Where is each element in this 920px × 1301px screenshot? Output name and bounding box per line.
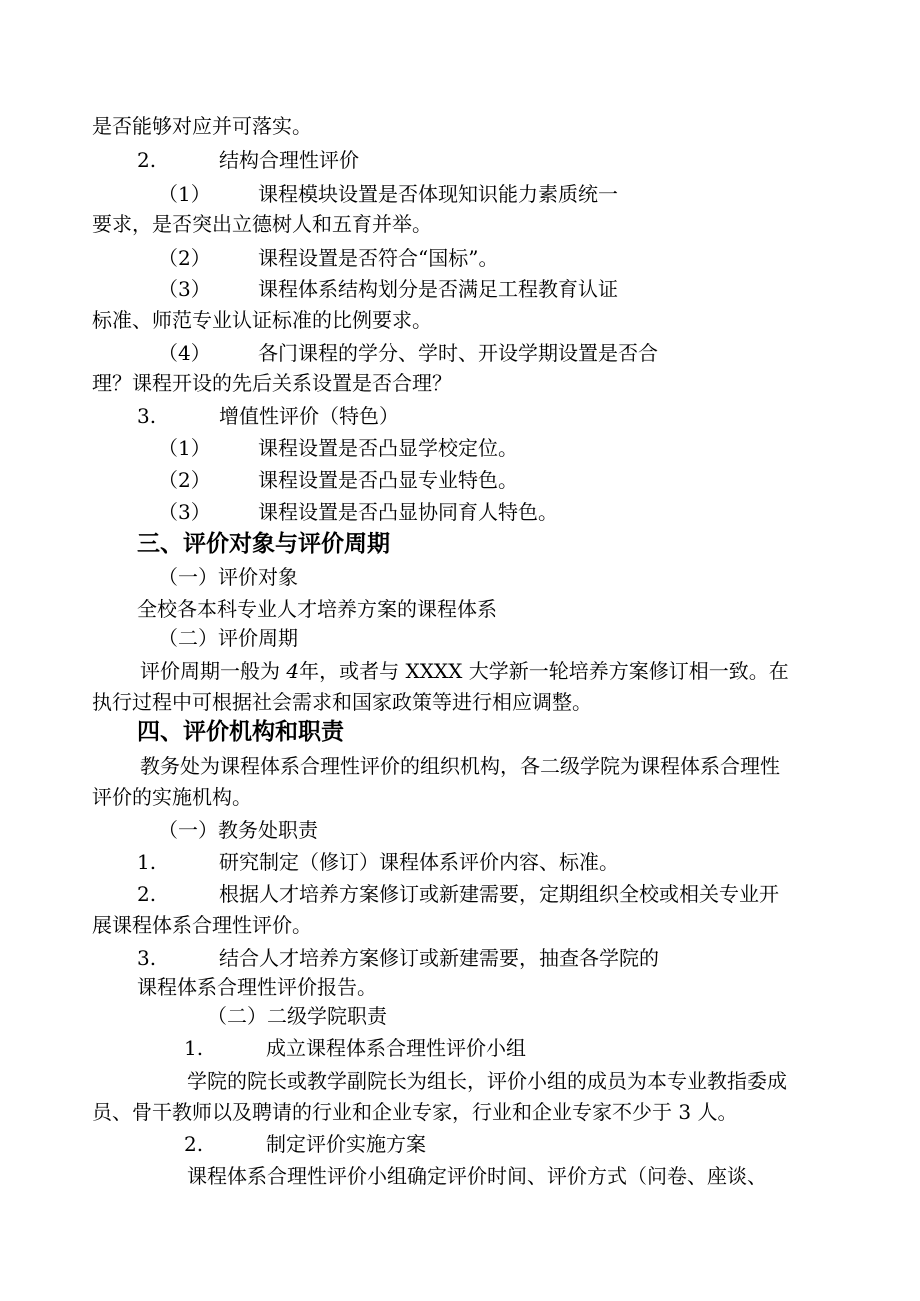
paragraph-line: 标准、师范专业认证标准的比例要求。 — [92, 308, 432, 332]
paragraph-line: 评价的实施机构。 — [92, 785, 252, 809]
paragraph-line — [140, 656, 789, 686]
list-item — [137, 943, 659, 973]
list-number: （2） — [158, 468, 211, 492]
list-number: 2. — [184, 1132, 204, 1156]
paragraph-line: 课程体系合理性评价小组确定评价时间、评价方式（问卷、座谈、 — [187, 1164, 767, 1188]
list-item — [137, 401, 399, 431]
list-item — [137, 145, 359, 175]
list-number: 3. — [137, 404, 157, 428]
list-text: 成立课程体系合理性评价小组 — [266, 1036, 526, 1060]
paragraph-line: 教务处为课程体系合理性评价的组织机构，各二级学院为课程体系合理性 — [140, 754, 780, 778]
list-item — [137, 879, 779, 909]
list-text: 制定评价实施方案 — [266, 1132, 426, 1156]
list-text: 结合人才培养方案修订或新建需要，抽查各学院的 — [219, 946, 659, 970]
list-number: （1） — [158, 436, 211, 460]
list-item — [184, 1033, 526, 1063]
list-number: 1. — [137, 850, 157, 874]
list-item — [158, 179, 618, 209]
list-item — [158, 243, 498, 273]
list-item — [137, 847, 619, 877]
text-run: 4 — [286, 659, 300, 683]
list-number: 1. — [184, 1036, 204, 1060]
paragraph-line: 是否能够对应并可落实。 — [92, 114, 312, 138]
subheading: （二）评价周期 — [158, 626, 298, 650]
list-number: （2） — [158, 246, 211, 270]
list-text: 研究制定（修订）课程体系评价内容、标准。 — [219, 850, 619, 874]
text-run: 评价周期一般为 — [140, 659, 287, 683]
text-run: 年，或者与 XXXX 大学新一轮培养方案修订相一致。在 — [299, 659, 789, 683]
paragraph-line: 执行过程中可根据社会需求和国家政策等进行相应调整。 — [92, 690, 592, 714]
list-number: 2. — [137, 148, 157, 172]
list-text: 结构合理性评价 — [219, 148, 359, 172]
list-text: 根据人才培养方案修订或新建需要，定期组织全校或相关专业开 — [219, 882, 779, 906]
list-text: 课程设置是否凸显专业特色。 — [258, 468, 518, 492]
list-item — [158, 274, 618, 304]
subheading: （二）二级学院职责 — [207, 1004, 387, 1028]
list-text: 各门课程的学分、学时、开设学期设置是否合 — [258, 341, 658, 365]
list-number: （1） — [158, 182, 211, 206]
paragraph-line: 理？课程开设的先后关系设置是否合理？ — [92, 371, 452, 395]
subheading: （一）教务处职责 — [158, 818, 318, 842]
list-number: （4） — [158, 341, 211, 365]
list-text: 课程体系结构划分是否满足工程教育认证 — [258, 277, 618, 301]
list-number: 3. — [137, 946, 157, 970]
paragraph-line: 要求，是否突出立德树人和五育并举。 — [92, 212, 432, 236]
list-item — [158, 338, 658, 368]
list-text: 课程设置是否凸显学校定位。 — [258, 436, 518, 460]
paragraph-line: 课程体系合理性评价报告。 — [137, 975, 377, 999]
list-number: （3） — [158, 277, 211, 301]
paragraph-line: 员、骨干教师以及聘请的行业和企业专家，行业和企业专家不少于 3 人。 — [92, 1100, 738, 1124]
paragraph-line: 全校各本科专业人才培养方案的课程体系 — [137, 597, 497, 621]
list-item — [158, 465, 518, 495]
paragraph-line: 展课程体系合理性评价。 — [92, 913, 312, 937]
section-heading: 三、评价对象与评价周期 — [137, 531, 390, 557]
list-number: 2. — [137, 882, 157, 906]
list-number: （3） — [158, 500, 211, 524]
list-item — [158, 433, 518, 463]
section-heading: 四、评价机构和职责 — [137, 719, 344, 745]
list-text: 课程设置是否凸显协同育人特色。 — [258, 500, 558, 524]
list-item — [184, 1129, 426, 1159]
paragraph-line: 学院的院长或教学副院长为组长，评价小组的成员为本专业教指委成 — [187, 1069, 787, 1093]
subheading: （一）评价对象 — [158, 565, 298, 589]
list-text: 课程设置是否符合“国标”。 — [258, 246, 499, 270]
list-text: 增值性评价（特色） — [219, 404, 399, 428]
list-item — [158, 497, 558, 527]
list-text: 课程模块设置是否体现知识能力素质统一 — [258, 182, 618, 206]
